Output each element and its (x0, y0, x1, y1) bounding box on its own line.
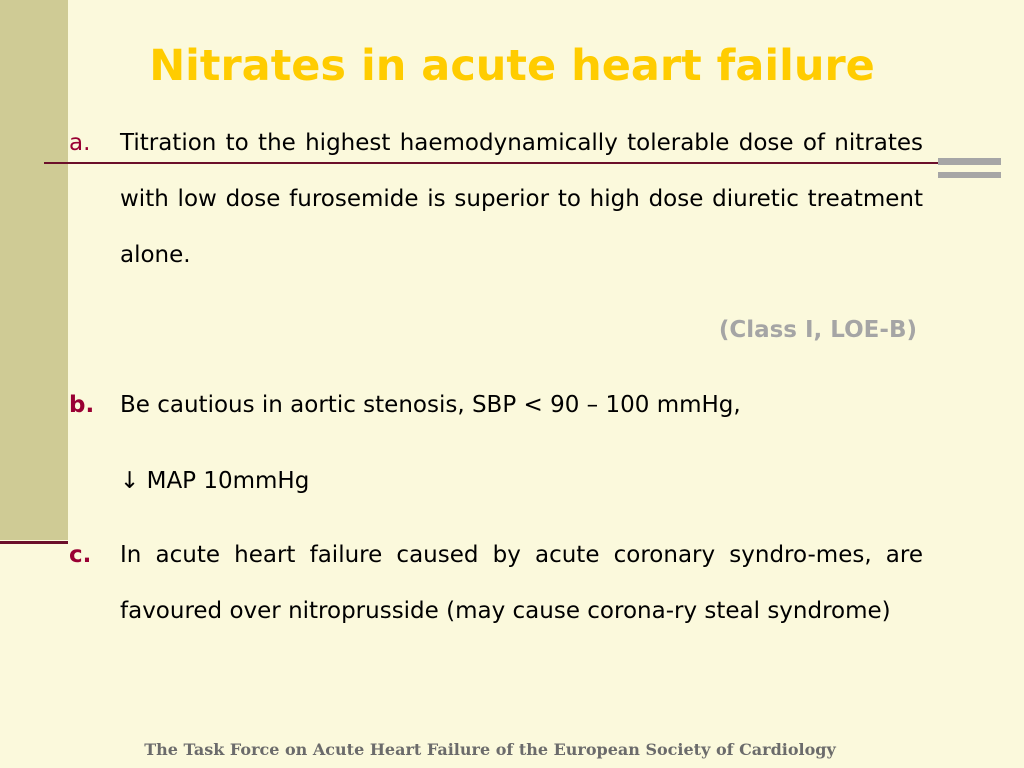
header-gray-bar-top (938, 158, 1001, 165)
item-c-text: In acute heart failure caused by acute coronary syndro-mes, are favoured over nitroprusside (may cause corona-ry steal syndrome) (120, 542, 923, 624)
item-a-marker: a. (69, 130, 91, 156)
footer-credit: The Task Force on Acute Heart Failure of the European Society of Cardiology (144, 740, 836, 759)
item-b-text: Be cautious in aortic stenosis, SBP < 90 – 100 mmHg, (120, 392, 741, 418)
item-b-marker: b. (69, 392, 95, 418)
map-note: MAP 10mmHg (146, 468, 310, 494)
class-note: (Class I, LOE-B) (718, 317, 917, 343)
left-bar-rule (0, 541, 68, 544)
header-gray-bar-bottom (938, 172, 1001, 178)
map-note-line (120, 464, 309, 498)
slide-title: Nitrates in acute heart failure (149, 41, 875, 91)
down-arrow-icon: ↓ (120, 468, 140, 494)
item-c-marker: c. (69, 542, 92, 568)
item-a-text: Titration to the highest haemodynamically tolerable dose of nitrates with low dose furosemide is superior to high dose diuretic treatment alone. (120, 130, 923, 268)
